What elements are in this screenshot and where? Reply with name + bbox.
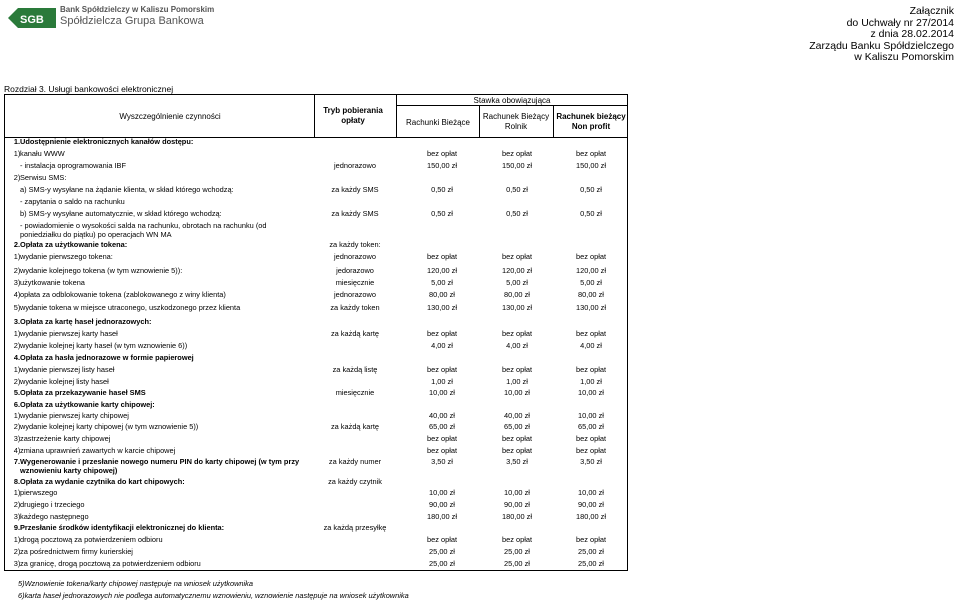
row-rate-nonprofit: bez opłat [576, 252, 606, 261]
row-description: zmiana uprawnień zawartych w karcie chipowej [20, 446, 176, 455]
row-rate-farmer: 5,00 zł [506, 278, 528, 287]
col-header-current: Rachunki Bieżące [405, 118, 471, 127]
row-number: 9. [13, 523, 21, 532]
row-rate-current: bez opłat [427, 329, 457, 338]
row-rate-current: 0,50 zł [431, 185, 453, 194]
rule [4, 94, 5, 571]
row-rate-farmer: bez opłat [502, 329, 532, 338]
rule [479, 105, 480, 138]
row-description: Opłata za kartę haseł jednorazowych: [20, 317, 152, 326]
row-rate-farmer: 40,00 zł [504, 411, 530, 420]
svg-text:SGB: SGB [20, 14, 44, 26]
row-description: a) SMS-y wysyłane na żądanie klienta, w skład którego wchodzą: [20, 185, 234, 194]
row-number: 2) [13, 341, 21, 350]
row-charge-mode: jednorazowo [334, 161, 376, 170]
row-charge-mode: za każdą listę [332, 365, 378, 374]
row-number: 6. [13, 400, 21, 409]
row-rate-nonprofit: 25,00 zł [578, 547, 604, 556]
row-description: wydanie pierwszej listy haseł [20, 365, 115, 374]
row-rate-nonprofit: bez opłat [576, 535, 606, 544]
row-rate-farmer: 25,00 zł [504, 547, 530, 556]
row-number: 2) [13, 266, 21, 275]
row-charge-mode: za każdy SMS [331, 209, 379, 218]
row-rate-current: bez opłat [427, 434, 457, 443]
row-charge-mode: za każdy SMS [331, 185, 379, 194]
row-rate-current: 90,00 zł [429, 500, 455, 509]
row-rate-nonprofit: 90,00 zł [578, 500, 604, 509]
row-rate-nonprofit: 10,00 zł [578, 388, 604, 397]
row-description: każdego następnego [20, 512, 89, 521]
row-number: 4) [13, 290, 21, 299]
row-number: 1) [13, 329, 21, 338]
row-rate-farmer: 10,00 zł [504, 388, 530, 397]
bank-name: Bank Spółdzielczy w Kaliszu Pomorskim [60, 5, 215, 14]
row-rate-nonprofit: 0,50 zł [580, 209, 602, 218]
row-number: 7. [13, 457, 21, 466]
row-description: wydanie kolejnej karty haseł (w tym wznowienie 6)) [20, 341, 188, 350]
row-number: 1) [13, 411, 21, 420]
rule [396, 105, 628, 106]
row-rate-nonprofit: 3,50 zł [580, 457, 602, 466]
row-number: 3) [13, 559, 21, 568]
row-number: 1) [13, 535, 21, 544]
rule [4, 94, 628, 95]
footnote-5: 5)Wznowienie tokena/karty chipowej następuje na wniosek użytkownika [18, 579, 253, 588]
row-rate-nonprofit: 120,00 zł [576, 266, 606, 275]
row-number: 1) [13, 252, 21, 261]
row-rate-current: 180,00 zł [427, 512, 457, 521]
row-rate-current: bez opłat [427, 535, 457, 544]
row-charge-mode: jedorazowo [336, 266, 374, 275]
row-number: 5. [13, 388, 21, 397]
row-rate-farmer: 130,00 zł [502, 303, 532, 312]
row-number: 2) [13, 422, 21, 431]
row-rate-current: 1,00 zł [431, 377, 453, 386]
row-rate-current: 10,00 zł [429, 388, 455, 397]
group-name: Spółdzielcza Grupa Bankowa [60, 15, 204, 27]
row-rate-nonprofit: 150,00 zł [576, 161, 606, 170]
row-number: 3) [13, 512, 21, 521]
row-rate-nonprofit: 80,00 zł [578, 290, 604, 299]
row-rate-nonprofit: 10,00 zł [578, 411, 604, 420]
col-header-mode: Tryb pobierania opłaty [323, 106, 383, 125]
row-number: 3. [13, 317, 21, 326]
row-charge-mode: jednorazowo [334, 252, 376, 261]
row-number: 2) [13, 173, 21, 182]
row-rate-farmer: 25,00 zł [504, 559, 530, 568]
row-charge-mode: za każdy token [330, 303, 380, 312]
row-rate-nonprofit: 1,00 zł [580, 377, 602, 386]
row-description: za pośrednictwem firmy kurierskiej [20, 547, 133, 556]
row-rate-current: 150,00 zł [427, 161, 457, 170]
row-number: 3) [13, 278, 21, 287]
row-number: 1. [13, 137, 21, 146]
row-rate-nonprofit: 25,00 zł [578, 559, 604, 568]
rule [4, 570, 628, 571]
row-rate-current: 80,00 zł [429, 290, 455, 299]
row-rate-current: 0,50 zł [431, 209, 453, 218]
row-description: Opłata za wydanie czytnika do kart chipowych: [20, 477, 185, 486]
row-description: zastrzeżenie karty chipowej [20, 434, 111, 443]
row-rate-nonprofit: bez opłat [576, 329, 606, 338]
row-rate-current: 25,00 zł [429, 547, 455, 556]
row-description: Opłata za użytkowanie tokena: [20, 240, 128, 249]
row-description: kanału WWW [20, 149, 65, 158]
row-description: pierwszego [20, 488, 58, 497]
row-number: 5) [13, 303, 21, 312]
row-description: Przesłanie środków identyfikacji elektronicznej do klienta: [20, 523, 225, 532]
row-rate-nonprofit: 180,00 zł [576, 512, 606, 521]
row-rate-current: 120,00 zł [427, 266, 457, 275]
row-number: 3) [13, 434, 21, 443]
row-rate-current: 3,50 zł [431, 457, 453, 466]
row-rate-current: bez opłat [427, 446, 457, 455]
row-number: 2) [13, 377, 21, 386]
row-charge-mode: za każdą przesyłkę [323, 523, 387, 532]
row-charge-mode: za każdą kartę [330, 422, 380, 431]
row-description: drogą pocztową za potwierdzeniem odbioru [20, 535, 163, 544]
row-rate-current: 65,00 zł [429, 422, 455, 431]
row-rate-nonprofit: bez opłat [576, 365, 606, 374]
row-description: Wygenerowanie i przesłanie nowego numeru PIN do karty chipowej (w tym przy [20, 457, 300, 466]
row-rate-nonprofit: 65,00 zł [578, 422, 604, 431]
row-rate-nonprofit: 5,00 zł [580, 278, 602, 287]
rule [396, 94, 397, 138]
row-rate-farmer: 3,50 zł [506, 457, 528, 466]
row-rate-current: bez opłat [427, 252, 457, 261]
row-description: użytkowanie tokena [20, 278, 85, 287]
row-charge-mode: miesięcznie [335, 388, 375, 397]
row-description: wydanie pierwszej karty chipowej [20, 411, 129, 420]
row-number: 8. [13, 477, 21, 486]
row-rate-nonprofit: bez opłat [576, 434, 606, 443]
col-header-nonprofit: Rachunek bieżący Non profit [556, 112, 626, 131]
row-rate-farmer: 0,50 zł [506, 209, 528, 218]
row-rate-nonprofit: 10,00 zł [578, 488, 604, 497]
row-description: Opłata za użytkowanie karty chipowej: [20, 400, 155, 409]
attachment-header: Załącznik do Uchwały nr 27/2014 z dnia 28.02.2014 Zarządu Banku Spółdzielczego w Kaliszu Pomorskim [809, 5, 954, 63]
row-description: wydanie kolejnego tokena (w tym wznowienie 5)): [20, 266, 183, 275]
row-rate-farmer: bez opłat [502, 535, 532, 544]
row-number: 2) [13, 500, 21, 509]
row-rate-farmer: 1,00 zł [506, 377, 528, 386]
row-number: 4. [13, 353, 21, 362]
row-rate-current: 4,00 zł [431, 341, 453, 350]
row-charge-mode: jednorazowo [334, 290, 376, 299]
row-rate-farmer: 90,00 zł [504, 500, 530, 509]
row-rate-farmer: 65,00 zł [504, 422, 530, 431]
row-description: wydanie kolejnej listy haseł [20, 377, 109, 386]
col-header-item: Wyszczególnienie czynności [119, 112, 221, 121]
row-rate-current: bez opłat [427, 149, 457, 158]
fee-table [4, 94, 628, 571]
row-rate-nonprofit: 4,00 zł [580, 341, 602, 350]
row-description: Opłata za przekazywanie haseł SMS [20, 388, 146, 397]
row-rate-nonprofit: 130,00 zł [576, 303, 606, 312]
row-rate-farmer: 180,00 zł [502, 512, 532, 521]
row-rate-current: 40,00 zł [429, 411, 455, 420]
row-rate-farmer: bez opłat [502, 365, 532, 374]
row-description: drugiego i trzeciego [20, 500, 85, 509]
row-rate-farmer: bez opłat [502, 434, 532, 443]
row-description: - instalacja oprogramowania IBF [20, 161, 126, 170]
rule [314, 94, 315, 138]
row-rate-farmer: bez opłat [502, 149, 532, 158]
row-rate-farmer: 120,00 zł [502, 266, 532, 275]
row-number: 1) [13, 488, 21, 497]
row-rate-farmer: 80,00 zł [504, 290, 530, 299]
row-description: opłata za odblokowanie tokena (zablokowanego z winy klienta) [20, 290, 226, 299]
row-rate-current: 130,00 zł [427, 303, 457, 312]
row-description: b) SMS-y wysyłane automatycznie, w skład którego wchodzą: [20, 209, 222, 218]
chapter-title: Rozdział 3. Usługi bankowości elektronicznej [4, 84, 174, 94]
row-description: Serwisu SMS: [20, 173, 67, 182]
sgb-logo [6, 6, 58, 30]
row-rate-farmer: 10,00 zł [504, 488, 530, 497]
row-charge-mode: za każdy czytnik [328, 477, 382, 486]
row-charge-mode: miesięcznie [335, 278, 375, 287]
row-rate-farmer: 150,00 zł [502, 161, 532, 170]
rule [553, 105, 554, 138]
row-description: wydanie pierwszej karty haseł [20, 329, 118, 338]
row-description: poniedziałku do piątku) po operacjach WN MA [20, 230, 172, 239]
row-rate-current: 5,00 zł [431, 278, 453, 287]
row-description: wznowieniu karty chipowej) [20, 466, 118, 475]
row-charge-mode: za każdy numer [328, 457, 382, 466]
row-description: wydanie kolejnej karty chipowej (w tym wznowienie 5)) [20, 422, 199, 431]
row-rate-nonprofit: bez opłat [576, 446, 606, 455]
row-rate-current: 25,00 zł [429, 559, 455, 568]
row-description: - powiadomienie o wysokości salda na rachunku, obrotach na rachunku (od [20, 221, 267, 230]
row-number: 4) [13, 446, 21, 455]
row-rate-farmer: bez opłat [502, 446, 532, 455]
row-rate-nonprofit: 0,50 zł [580, 185, 602, 194]
row-description: Udostępnienie elektronicznych kanałów dostępu: [20, 137, 194, 146]
row-number: 2) [13, 547, 21, 556]
row-description: wydanie pierwszego tokena: [20, 252, 113, 261]
row-rate-farmer: 0,50 zł [506, 185, 528, 194]
row-rate-farmer: 4,00 zł [506, 341, 528, 350]
row-number: 2. [13, 240, 21, 249]
col-header-rate: Stawka obowiązująca [473, 96, 551, 105]
row-description: wydanie tokena w miejsce utraconego, uszkodzonego przez klienta [20, 303, 241, 312]
row-description: - zapytania o saldo na rachunku [20, 197, 125, 206]
row-description: za granicę, drogą pocztową za potwierdzeniem odbioru [20, 559, 201, 568]
row-number: 1) [13, 365, 21, 374]
row-rate-nonprofit: bez opłat [576, 149, 606, 158]
row-rate-current: 10,00 zł [429, 488, 455, 497]
col-header-farmer: Rachunek Bieżący Rolnik [482, 112, 550, 131]
row-charge-mode: za każdą kartę [330, 329, 380, 338]
row-charge-mode: za każdy token: [329, 240, 381, 249]
row-rate-farmer: bez opłat [502, 252, 532, 261]
row-rate-current: bez opłat [427, 365, 457, 374]
footnote-6: 6)karta haseł jednorazowych nie podlega automatycznemu wznowieniu, wznowienie następuje na wniosek użytkownika [18, 591, 409, 600]
row-description: Opłata za hasła jednorazowe w formie papierowej [20, 353, 194, 362]
row-number: 1) [13, 149, 21, 158]
